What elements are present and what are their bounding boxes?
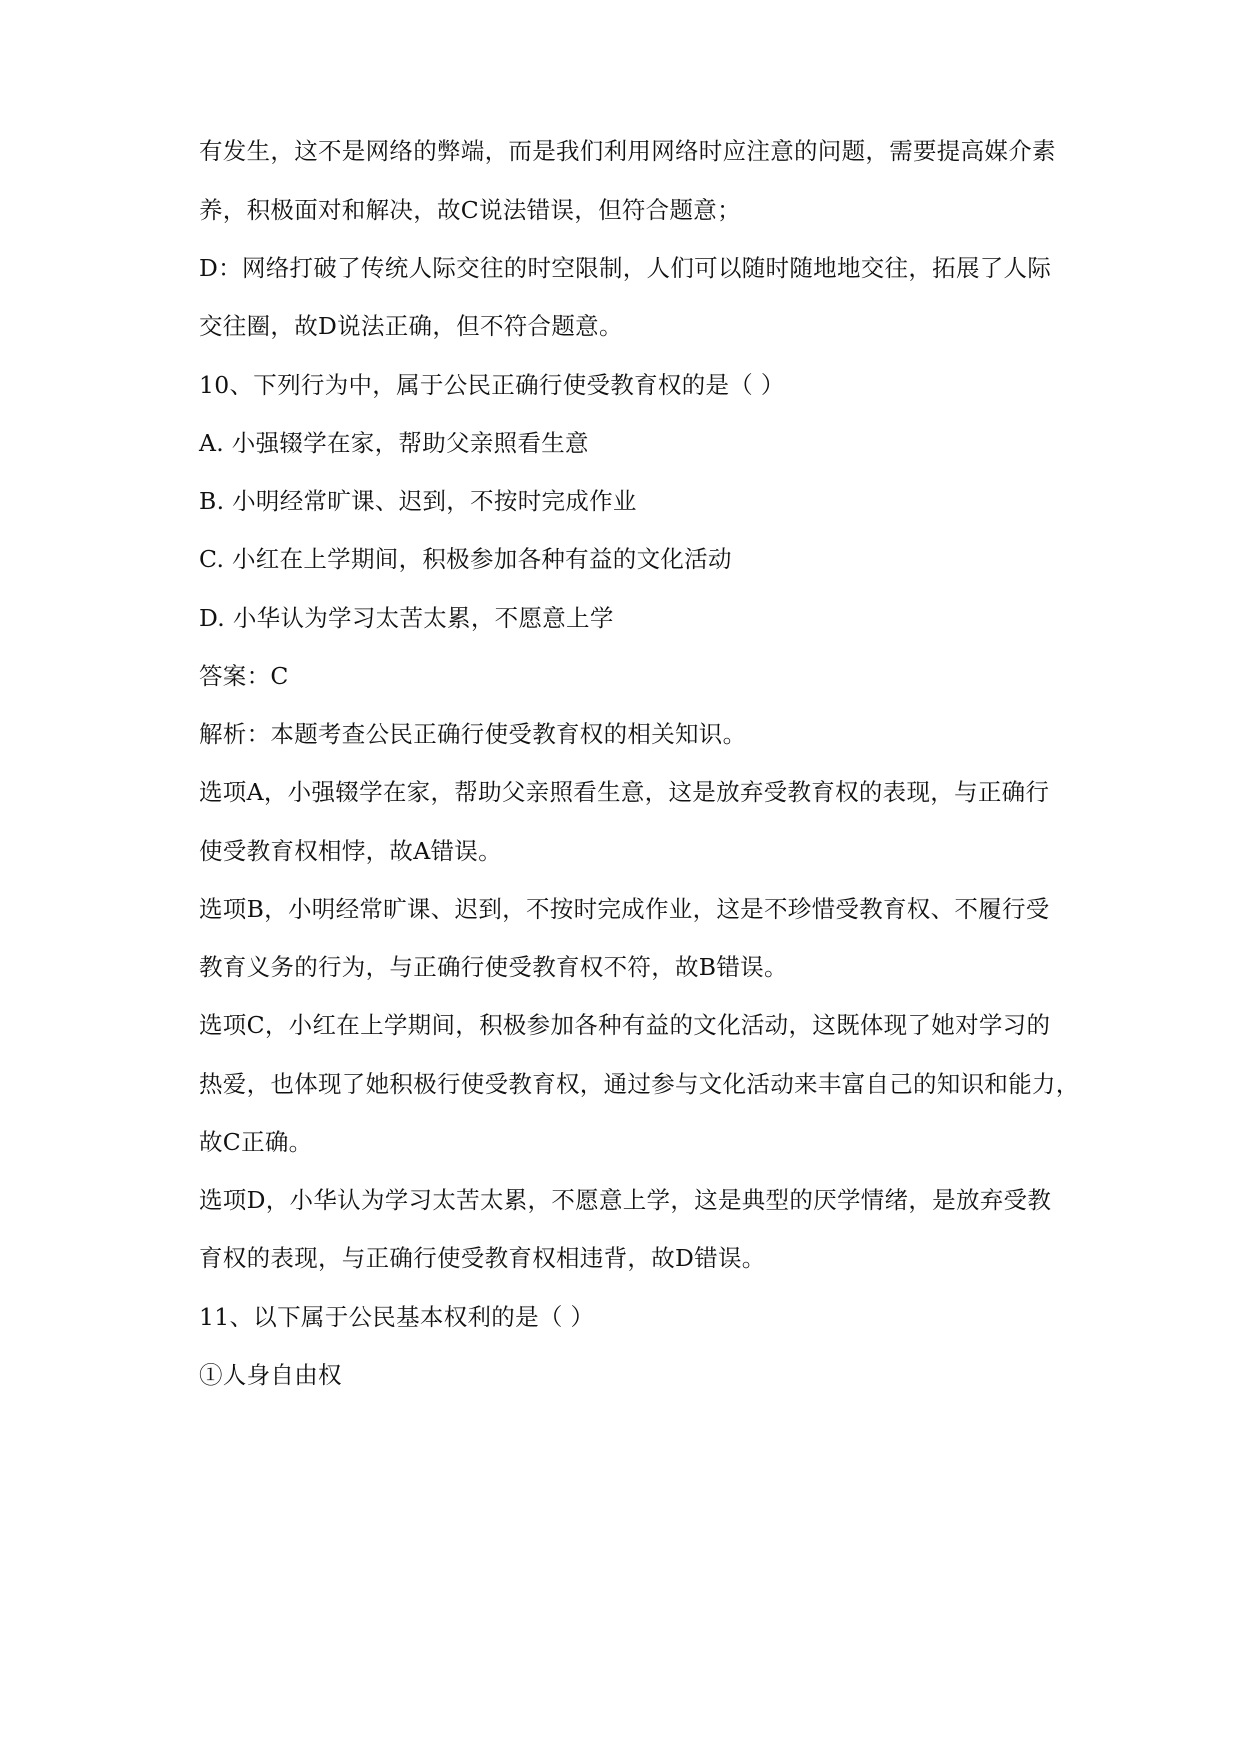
question-10-option-c: C. 小红在上学期间，积极参加各种有益的文化活动 (199, 545, 732, 573)
question-11-item-1: ①人身自由权 (199, 1361, 342, 1389)
text-line: 选项B，小明经常旷课、迟到，不按时完成作业，这是不珍惜受教育权、不履行受 (199, 895, 1050, 923)
text-line: 使受教育权相悖，故A错误。 (199, 837, 502, 865)
text-line: 选项C，小红在上学期间，积极参加各种有益的文化活动，这既体现了她对学习的 (199, 1011, 1051, 1039)
question-11-stem: 11、以下属于公民基本权利的是（ ） (199, 1303, 595, 1331)
text-line: 养，积极面对和解决，故C说法错误，但符合题意； (199, 196, 741, 224)
question-10-option-b: B. 小明经常旷课、迟到，不按时完成作业 (199, 487, 637, 515)
text-line: 选项A，小强辍学在家，帮助父亲照看生意，这是放弃受教育权的表现，与正确行 (199, 778, 1050, 806)
text-line: 有发生，这不是网络的弊端，而是我们利用网络时应注意的问题，需要提高媒介素 (199, 137, 1056, 165)
question-10-option-d: D. 小华认为学习太苦太累，不愿意上学 (199, 604, 614, 632)
question-10-analysis: 解析：本题考查公民正确行使受教育权的相关知识。 (199, 720, 747, 748)
text-line: 热爱，也体现了她积极行使受教育权，通过参与文化活动来丰富自己的知识和能力， (199, 1070, 1080, 1098)
question-10-answer: 答案：C (199, 662, 289, 690)
text-line: 教育义务的行为，与正确行使受教育权不符，故B错误。 (199, 953, 788, 981)
text-line: 育权的表现，与正确行使受教育权相违背，故D错误。 (199, 1244, 766, 1272)
question-10-stem: 10、下列行为中，属于公民正确行使受教育权的是（ ） (199, 371, 785, 399)
text-line: 交往圈，故D说法正确，但不符合题意。 (199, 312, 623, 340)
question-10-option-a: A. 小强辍学在家，帮助父亲照看生意 (199, 429, 589, 457)
text-line: 选项D，小华认为学习太苦太累，不愿意上学，这是典型的厌学情绪，是放弃受教 (199, 1186, 1052, 1214)
text-line: D：网络打破了传统人际交往的时空限制，人们可以随时随地地交往，拓展了人际 (199, 254, 1052, 282)
text-line: 故C正确。 (199, 1128, 313, 1156)
